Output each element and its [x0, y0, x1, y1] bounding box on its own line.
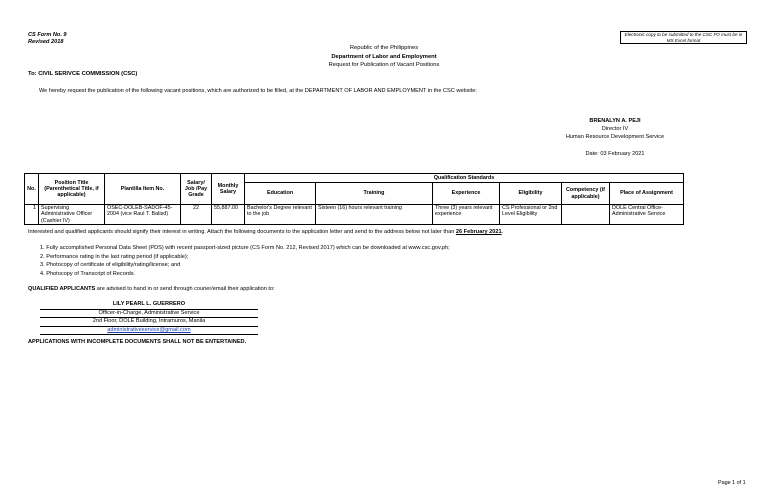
deadline-date: 26 February 2021 — [455, 229, 502, 235]
electronic-copy-note: Electronic copy to be submitted to the CSC FO must be in MS Excel format — [620, 31, 747, 44]
cell-experience: Three (3) years relevant experience — [433, 205, 500, 225]
recipient-location: 2nd Floor, DOLE Building, Intramuros, Manila — [40, 318, 258, 327]
header-position: Position Title (Parenthetical Title, if applicable) — [39, 174, 105, 205]
cell-salary: 55,887.00 — [212, 205, 245, 225]
document-header — [0, 44, 768, 70]
list-item: 4. Photocopy of Transcript of Records. — [40, 270, 136, 277]
form-revision: Revised 2018 — [28, 39, 64, 45]
qualified-applicants-text — [28, 286, 275, 292]
request-date: Date: 03 February 2021 — [585, 151, 645, 157]
recipient-email-link[interactable]: administrativeservice@gmail.com — [40, 327, 258, 336]
cell-eligibility: CS Professional or 2nd Level Eligibility — [500, 205, 562, 225]
recipient-title: Officer-in-Charge, Administrative Service — [40, 310, 258, 319]
request-line: Request for Publication of Vacant Positions — [328, 62, 440, 68]
mailing-address-block — [40, 301, 258, 335]
form-number: CS Form No. 9 — [28, 32, 67, 38]
interest-paragraph: Interested and qualified applicants should signify their interest in writing. Attach the following documents to the application letter and send to the address below not later than 26 February 2021. — [28, 229, 504, 235]
cell-education: Bachelor's Degree relevant to the job — [245, 205, 316, 225]
header-training: Training — [316, 183, 433, 205]
list-item: 1. Fully accomplished Personal Data Sheet (PDS) with recent passport-sized picture (CS Form No. 212, Revised 2017) which can be downloaded at www.csc.gov.ph; — [40, 245, 450, 251]
interest-text: Interested and qualified applicants should signify their interest in writing. Attach the following documents to the application letter and send to the address below not later than — [28, 229, 455, 235]
incomplete-warning: APPLICATIONS WITH INCOMPLETE DOCUMENTS SHALL NOT BE ENTERTAINED. — [28, 339, 247, 345]
table-row — [25, 205, 684, 225]
header-eligibility: Eligibility — [500, 183, 562, 205]
signatory-name: BRENALYN A. PEJI — [589, 118, 641, 124]
cell-grade: 22 — [181, 205, 212, 225]
list-item: 3. Photocopy of certificate of eligibility/rating/license; and — [40, 262, 181, 269]
header-education: Education — [245, 183, 316, 205]
list-item: 2. Performance rating in the last rating period (if applicable); — [40, 253, 189, 260]
qualified-applicants-label: QUALIFIED APPLICANTS — [28, 286, 96, 292]
cell-assignment: DOLE Central Office-Administrative Service — [610, 205, 684, 225]
cell-competency — [562, 205, 610, 225]
header-competency: Competency (if applicable) — [562, 183, 610, 205]
requirements-list — [40, 244, 450, 278]
cell-no: 1 — [25, 205, 39, 225]
vacancy-table — [24, 173, 684, 225]
header-qualification: Qualification Standards — [245, 174, 684, 183]
cell-plantilla: OSEC-DOLEB-SADOF-45-2004 (vice Raul T. Balisd) — [105, 205, 181, 225]
qualified-applicants-instruction: are advised to hand in or send through courier/email their application to: — [95, 286, 275, 292]
department-line: Department of Labor and Employment — [331, 53, 437, 60]
intro-text: We hereby request the publication of the following vacant positions, which are authorized to be filled, at the DEPARTMENT OF LABOR AND EMPLOYMENT in the CSC website: — [39, 88, 477, 94]
page-number: Page 1 of 1 — [718, 480, 746, 486]
addressee-line: To: CIVIL SERIVCE COMMISSION (CSC) — [28, 71, 138, 77]
republic-line: Republic of the Philippines — [349, 45, 419, 51]
signatory-block — [540, 117, 690, 141]
recipient-name: LILY PEARL L. GUERRERO — [40, 301, 258, 310]
cell-position: Supervising Administrative Officer (Cashier IV) — [39, 205, 105, 225]
header-no: No. — [25, 174, 39, 205]
header-experience: Experience — [433, 183, 500, 205]
header-salary: Monthly Salary — [212, 174, 245, 205]
header-assignment: Place of Assignment — [610, 183, 684, 205]
header-grade: Salary/ Job /Pay Grade — [181, 174, 212, 205]
cell-training: Sixteen (16) hours relevant training — [316, 205, 433, 225]
signatory-office: Human Resource Development Service — [565, 134, 665, 140]
signatory-title: Director IV — [601, 126, 629, 132]
header-plantilla: Plantilla Item No. — [105, 174, 181, 205]
